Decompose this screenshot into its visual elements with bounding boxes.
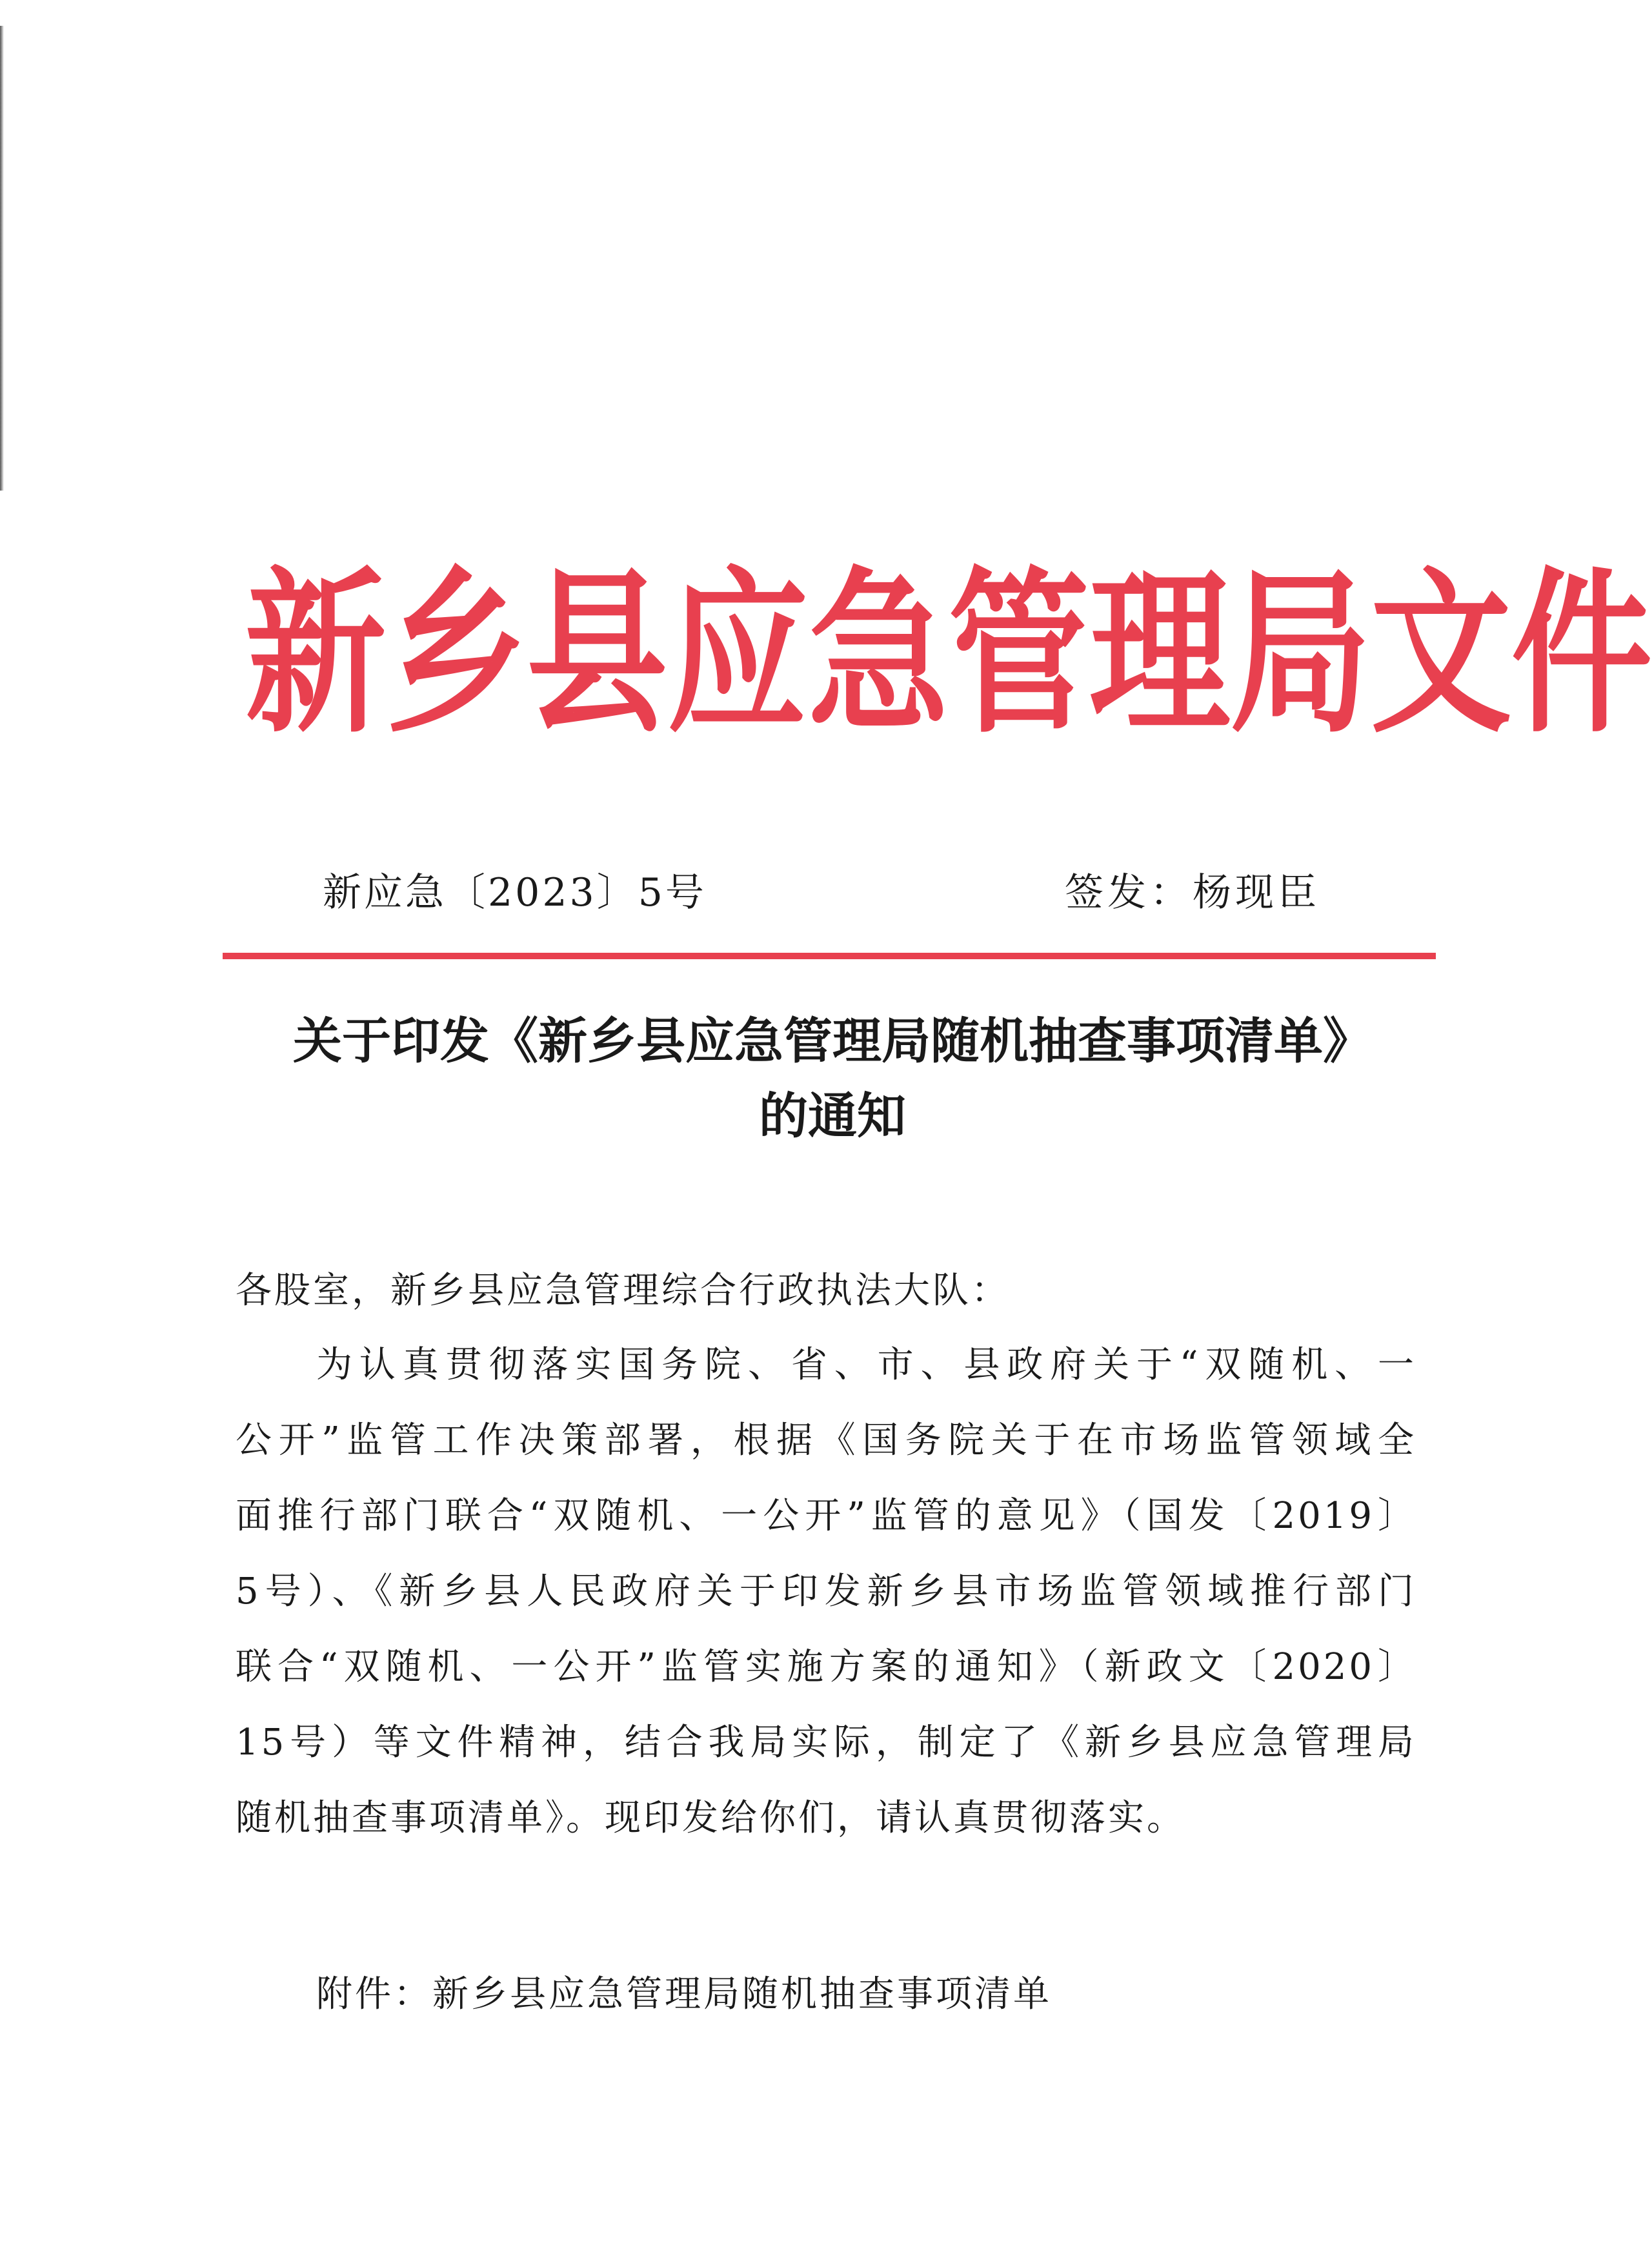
body-line: 5号）、《新乡县人民政府关于印发新乡县市场监管领域推行部门 bbox=[236, 1571, 1416, 1612]
masthead-char: 文 bbox=[1371, 553, 1511, 757]
attachment-note: 附件：新乡县应急管理局随机抽查事项清单 bbox=[316, 1973, 1052, 2015]
masthead-char: 管 bbox=[949, 553, 1089, 757]
title-line-1: 关于印发《新乡县应急管理局随机抽查事项清单》 bbox=[293, 1012, 1372, 1070]
masthead-char: 县 bbox=[527, 553, 667, 757]
title-line-2: 的通知 bbox=[759, 1087, 906, 1144]
masthead-char: 乡 bbox=[386, 553, 527, 757]
red-divider-line bbox=[223, 953, 1436, 959]
body-line: 15号）等文件精神，结合我局实际，制定了《新乡县应急管理局 bbox=[236, 1722, 1416, 1764]
body-line: 为认真贯彻落实国务院、省、市、县政府关于“双随机、一 bbox=[316, 1344, 1416, 1386]
masthead-char: 理 bbox=[1089, 553, 1230, 757]
body-line: 面推行部门联合“双随机、一公开”监管的意见》（国发〔2019〕 bbox=[236, 1495, 1416, 1537]
document-number: 新应急〔2023〕5号 bbox=[323, 870, 707, 915]
body-line: 随机抽查事项清单》。现印发给你们，请认真贯彻落实。 bbox=[236, 1797, 1185, 1839]
body-line: 联合“双随机、一公开”监管实施方案的通知》（新政文〔2020〕 bbox=[236, 1646, 1416, 1688]
masthead-char: 新 bbox=[245, 553, 386, 757]
masthead-char: 急 bbox=[808, 553, 949, 757]
salutation: 各股室，新乡县应急管理综合行政执法大队： bbox=[236, 1270, 1010, 1312]
masthead bbox=[245, 545, 1652, 765]
masthead-char: 应 bbox=[667, 553, 808, 757]
body-line: 公开”监管工作决策部署，根据《国务院关于在市场监管领域全 bbox=[236, 1419, 1416, 1461]
masthead-char: 局 bbox=[1230, 553, 1371, 757]
scan-edge bbox=[0, 26, 4, 491]
signer: 签发：杨现臣 bbox=[1065, 870, 1320, 915]
masthead-char: 件 bbox=[1511, 553, 1652, 757]
document-title bbox=[219, 1004, 1446, 1154]
